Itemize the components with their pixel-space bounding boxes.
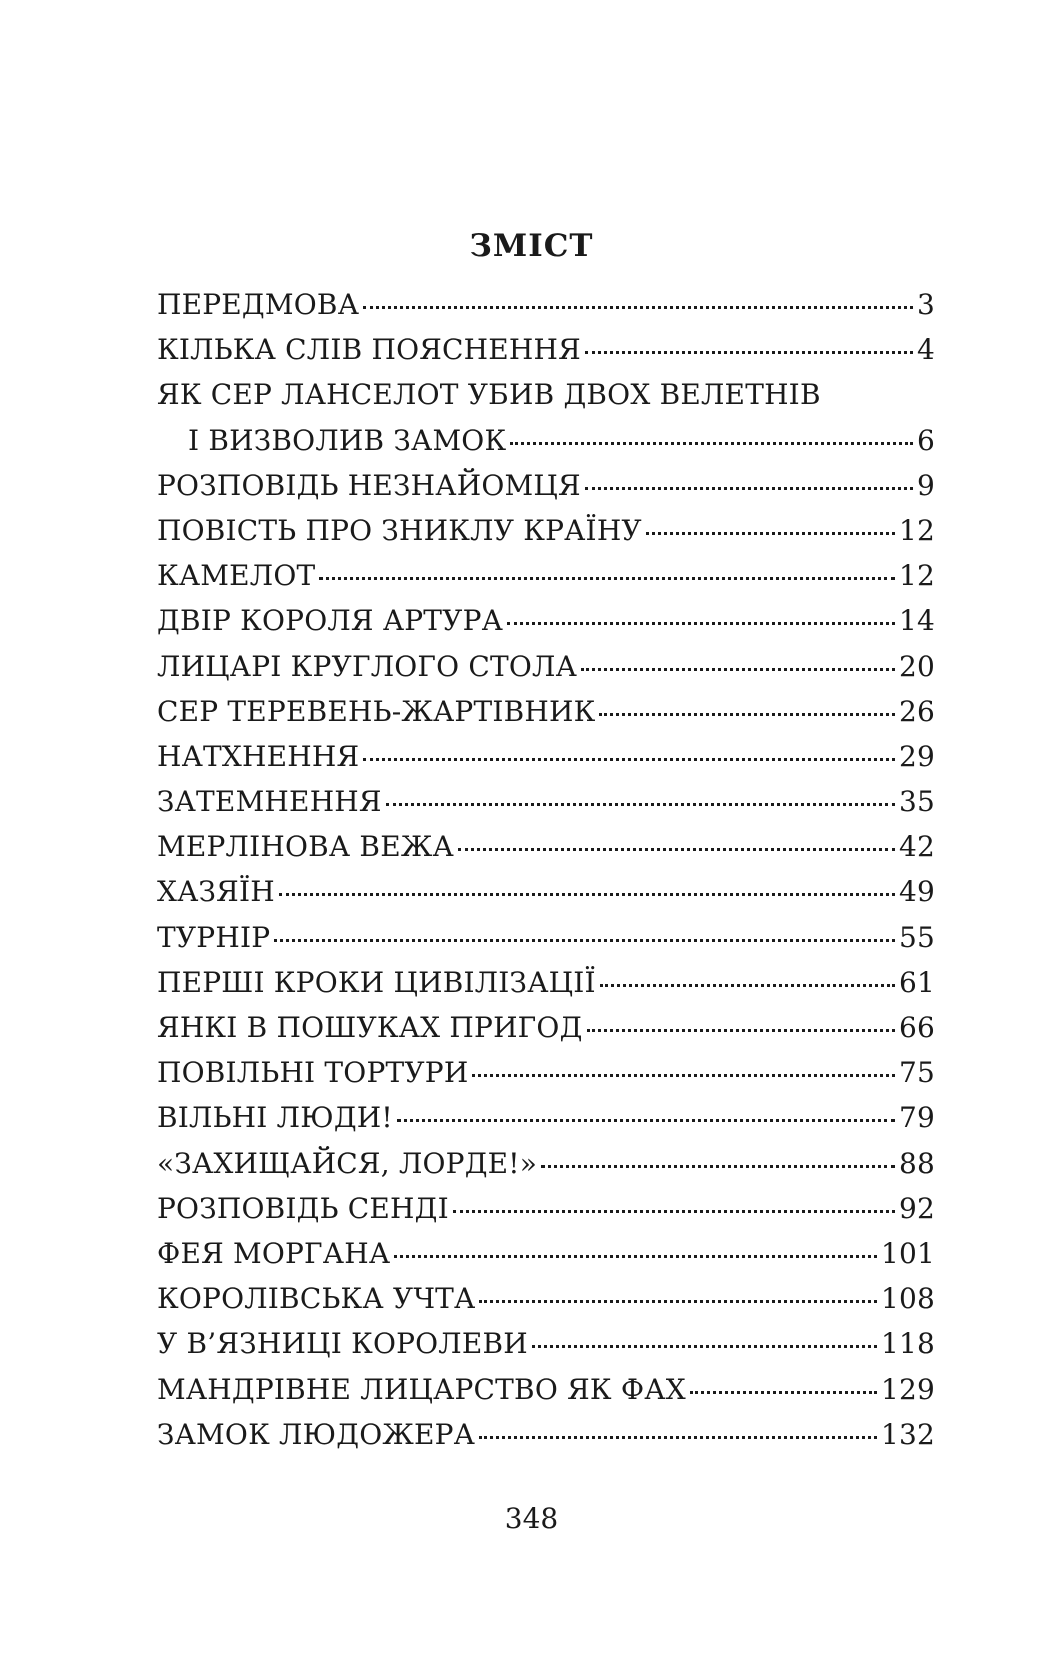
toc-entry[interactable] — [157, 966, 935, 1011]
toc-entry-page: 101 — [880, 1236, 935, 1270]
toc-entry-title: РОЗПОВІДЬ НЕЗНАЙОМЦЯ — [157, 468, 581, 502]
toc-entry[interactable] — [157, 1237, 935, 1282]
toc-entry-page: 129 — [880, 1372, 935, 1406]
toc-entry[interactable] — [157, 695, 935, 740]
toc-entry-title: ЯНКІ В ПОШУКАХ ПРИГОД — [157, 1011, 583, 1045]
toc-entry-page: 61 — [898, 965, 935, 999]
toc-entry[interactable] — [157, 333, 935, 378]
toc-entry-page: 9 — [916, 468, 935, 502]
toc-entry-page: 79 — [898, 1101, 935, 1135]
dot-leader — [646, 532, 895, 535]
dot-leader — [319, 577, 895, 580]
toc-entry-page: 92 — [898, 1191, 935, 1225]
dot-leader — [585, 487, 913, 490]
toc-entry-title-line1: ЯК СЕР ЛАНСЕЛОТ УБИВ ДВОХ ВЕЛЕТНІВ — [157, 378, 821, 412]
toc-entry[interactable] — [157, 1327, 935, 1372]
toc-entry-title: РОЗПОВІДЬ СЕНДІ — [157, 1191, 449, 1225]
toc-entry-page: 108 — [880, 1282, 935, 1316]
dot-leader — [587, 1029, 895, 1032]
dot-leader — [479, 1436, 877, 1439]
toc-entry-page: 42 — [898, 830, 935, 864]
toc-entry-title: ПОВІСТЬ ПРО ЗНИКЛУ КРАЇНУ — [157, 513, 642, 547]
dot-leader — [274, 939, 895, 942]
dot-leader — [585, 351, 913, 354]
dot-leader — [453, 1210, 895, 1213]
dot-leader — [458, 848, 895, 851]
toc-entry-title: ПЕРЕДМОВА — [157, 288, 360, 321]
toc-entry-page: 12 — [898, 559, 935, 593]
toc-entry-title-line2: І ВИЗВОЛИВ ЗАМОК — [188, 423, 507, 457]
toc-entry-page: 14 — [898, 604, 935, 638]
toc-entry-title: ЛИЦАРІ КРУГЛОГО СТОЛА — [157, 649, 578, 683]
dot-leader — [397, 1119, 895, 1122]
toc-entry[interactable] — [157, 288, 935, 333]
toc-entry-page: 75 — [898, 1056, 935, 1090]
toc-entry[interactable] — [157, 559, 935, 604]
dot-leader — [581, 668, 895, 671]
toc-entry[interactable] — [157, 514, 935, 559]
toc-entry-page: 26 — [898, 694, 935, 728]
toc-entry[interactable] — [157, 1418, 935, 1463]
toc-entry[interactable] — [157, 785, 935, 830]
toc-entry-page: 88 — [898, 1146, 935, 1180]
dot-leader — [363, 758, 895, 761]
toc-entry-title: КОРОЛІВСЬКА УЧТА — [157, 1282, 476, 1316]
toc-entry[interactable] — [157, 469, 935, 514]
toc-entry-title: «ЗАХИЩАЙСЯ, ЛОРДЕ!» — [157, 1146, 538, 1180]
toc-entry-line2 — [157, 424, 935, 469]
page-title: ЗМІСТ — [469, 228, 594, 264]
dot-leader — [394, 1255, 877, 1258]
toc-entry-title: ЗАТЕМНЕННЯ — [157, 785, 382, 819]
toc-entry[interactable] — [157, 1282, 935, 1327]
toc-entry-page: 118 — [880, 1327, 935, 1361]
toc-entry-title: ПОВІЛЬНІ ТОРТУРИ — [157, 1056, 469, 1090]
toc-entry-title: КІЛЬКА СЛІВ ПОЯСНЕННЯ — [157, 333, 581, 367]
toc-entry-title: КАМЕЛОТ — [157, 559, 316, 593]
toc-entry-title: ФЕЯ МОРГАНА — [157, 1236, 391, 1270]
toc-entry-title: ПЕРШІ КРОКИ ЦИВІЛІЗАЦІЇ — [157, 965, 596, 999]
toc-entry-page: 6 — [916, 423, 935, 457]
dot-leader — [510, 442, 913, 445]
toc-entry-title: ЗАМОК ЛЮДОЖЕРА — [157, 1417, 476, 1451]
toc-entry[interactable] — [157, 1101, 935, 1146]
toc-entry[interactable] — [157, 1373, 935, 1418]
dot-leader — [690, 1391, 877, 1394]
toc-entry-title: НАТХНЕННЯ — [157, 739, 360, 773]
dot-leader — [532, 1345, 877, 1348]
dot-leader — [472, 1074, 895, 1077]
dot-leader — [599, 713, 894, 716]
toc-entry-page: 3 — [916, 288, 935, 321]
toc-entry[interactable] — [157, 1011, 935, 1056]
toc-entry-page: 29 — [898, 739, 935, 773]
dot-leader — [541, 1165, 895, 1168]
toc-entry-title: СЕР ТЕРЕВЕНЬ-ЖАРТІВНИК — [157, 694, 596, 728]
page-number: 348 — [504, 1502, 559, 1535]
toc-entry-title: У В’ЯЗНИЦІ КОРОЛЕВИ — [157, 1327, 528, 1361]
toc-entry[interactable] — [157, 650, 935, 695]
toc-entry[interactable] — [157, 1147, 935, 1192]
table-of-contents — [157, 288, 935, 1463]
toc-entry-page: 35 — [898, 785, 935, 819]
toc-entry-page: 4 — [916, 333, 935, 367]
dot-leader — [600, 984, 895, 987]
toc-entry-title: МАНДРІВНЕ ЛИЦАРСТВО ЯК ФАХ — [157, 1372, 686, 1406]
toc-entry[interactable] — [157, 830, 935, 875]
dot-leader — [279, 893, 895, 896]
toc-entry-title: ВІЛЬНІ ЛЮДИ! — [157, 1101, 393, 1135]
dot-leader — [479, 1300, 877, 1303]
toc-entry-page: 132 — [880, 1417, 935, 1451]
toc-entry-title: ДВІР КОРОЛЯ АРТУРА — [157, 604, 504, 638]
toc-entry-page: 55 — [898, 920, 935, 954]
toc-entry-page: 66 — [898, 1011, 935, 1045]
toc-entry[interactable] — [157, 875, 935, 920]
toc-entry-page: 49 — [898, 875, 935, 909]
dot-leader — [363, 306, 913, 309]
toc-entry[interactable] — [157, 1192, 935, 1237]
toc-entry[interactable] — [157, 378, 935, 468]
toc-entry[interactable] — [157, 604, 935, 649]
dot-leader — [386, 803, 895, 806]
toc-entry-page: 20 — [898, 649, 935, 683]
toc-entry-title: МЕРЛІНОВА ВЕЖА — [157, 830, 454, 864]
toc-entry[interactable] — [157, 740, 935, 785]
toc-entry-page: 12 — [898, 513, 935, 547]
toc-entry[interactable] — [157, 1056, 935, 1101]
toc-entry-title: ХАЗЯЇН — [157, 875, 275, 909]
dot-leader — [507, 622, 895, 625]
toc-entry[interactable] — [157, 921, 935, 966]
toc-entry-title: ТУРНІР — [157, 920, 271, 954]
